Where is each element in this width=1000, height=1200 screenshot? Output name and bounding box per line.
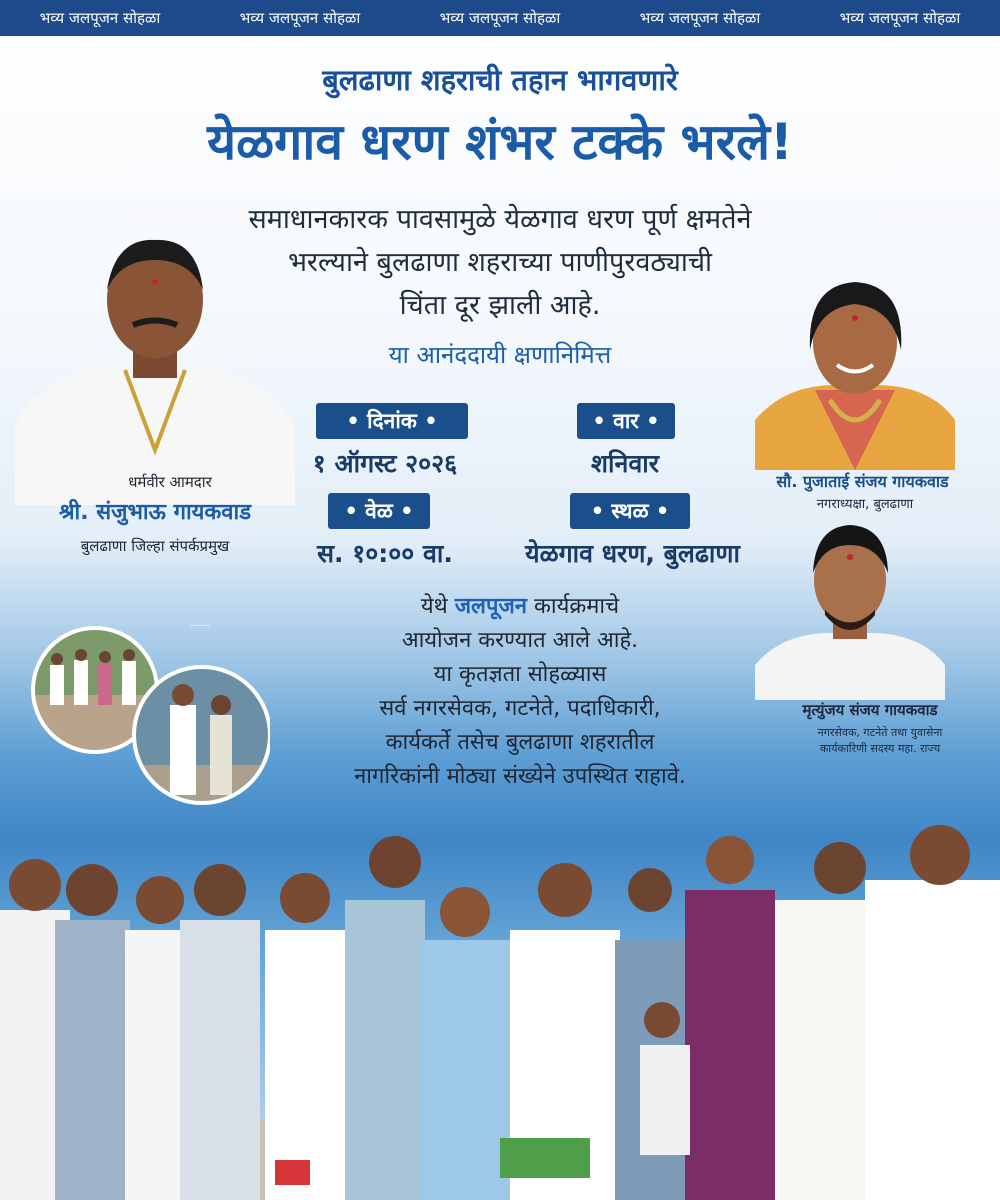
- banner-text: भव्य जलपूजन सोहळा: [839, 9, 961, 27]
- banner-text: भव्य जलपूजन सोहळा: [39, 9, 161, 27]
- invitation-line: [250, 590, 790, 624]
- text-fragment: येथे: [420, 594, 455, 619]
- invitation-line: सर्व नगरसेवक, गटनेते, पदाधिकारी,: [379, 696, 661, 721]
- headline-title: येळगाव धरण शंभर टक्के भरले!: [207, 113, 793, 171]
- venue-value: येळगाव धरण, बुलढाणा: [525, 539, 740, 568]
- leader-left-title: धर्मवीर आमदार: [128, 473, 212, 491]
- inset-photos: [30, 625, 270, 815]
- occasion-text: या आनंददायी क्षणानिमित्त: [388, 341, 612, 369]
- leader-right-bottom-role-1: नगरसेवक, गटनेते तथा युवासेना: [817, 726, 943, 739]
- leader-right-bottom-role-2: कार्यकारिणी सदस्य महा. राज्य: [819, 742, 941, 755]
- banner-text: भव्य जलपूजन सोहळा: [639, 9, 761, 27]
- invitation-line: नागरिकांनी मोठ्या संख्येने उपस्थित राहावे.: [354, 764, 686, 789]
- leader-left-role: बुलढाणा जिल्हा संपर्कप्रमुख: [80, 537, 230, 555]
- day-label: • वार •: [577, 403, 675, 439]
- invitation-text: [250, 590, 790, 794]
- leader-right-top-photo: [755, 270, 955, 470]
- leader-left-photo: [15, 220, 295, 505]
- group-photo: [0, 820, 1000, 1200]
- time-label: • वेळ •: [328, 493, 430, 529]
- venue-label: • स्थळ •: [570, 493, 690, 529]
- pooja-plate: [500, 1138, 590, 1178]
- top-banner: [0, 0, 1000, 36]
- intro-line: चिंता दूर झाली आहे.: [399, 290, 601, 321]
- time-value: स. १०:०० वा.: [317, 539, 453, 568]
- headline-subtitle: बुलढाणा शहराची तहान भागवणारे: [322, 63, 678, 97]
- intro-line: भरल्याने बुलढाणा शहराच्या पाणीपुरवठ्याची: [287, 247, 713, 278]
- banner-text: भव्य जलपूजन सोहळा: [439, 9, 561, 27]
- date-label: • दिनांक •: [316, 403, 468, 439]
- banner-text: भव्य जलपूजन सोहळा: [239, 9, 361, 27]
- highlight-word: जलपूजन: [454, 594, 527, 619]
- invitation-line: आयोजन करण्यात आले आहे.: [401, 628, 639, 653]
- leader-right-top-role: नगराध्यक्षा, बुलढाणा: [816, 497, 914, 512]
- leader-right-top-name: सौ. पुजाताई संजय गायकवाड: [776, 472, 949, 491]
- intro-line: समाधानकारक पावसामुळे येळगाव धरण पूर्ण क्षमतेने: [248, 204, 752, 235]
- invitation-line: कार्यकर्ते तसेच बुलढाणा शहरातील: [385, 730, 655, 755]
- leader-left-name: श्री. संजुभाऊ गायकवाड: [58, 500, 252, 525]
- leader-right-bottom-name: मृत्युंजय संजय गायकवाड: [802, 701, 938, 719]
- text-fragment: कार्यक्रमाचे: [527, 594, 620, 619]
- leader-right-bottom-photo: [755, 515, 945, 700]
- invitation-line: या कृतज्ञता सोहळ्यास: [433, 662, 607, 687]
- day-value: शनिवार: [591, 449, 659, 478]
- date-value: १ ऑगस्ट २०२६: [312, 449, 458, 478]
